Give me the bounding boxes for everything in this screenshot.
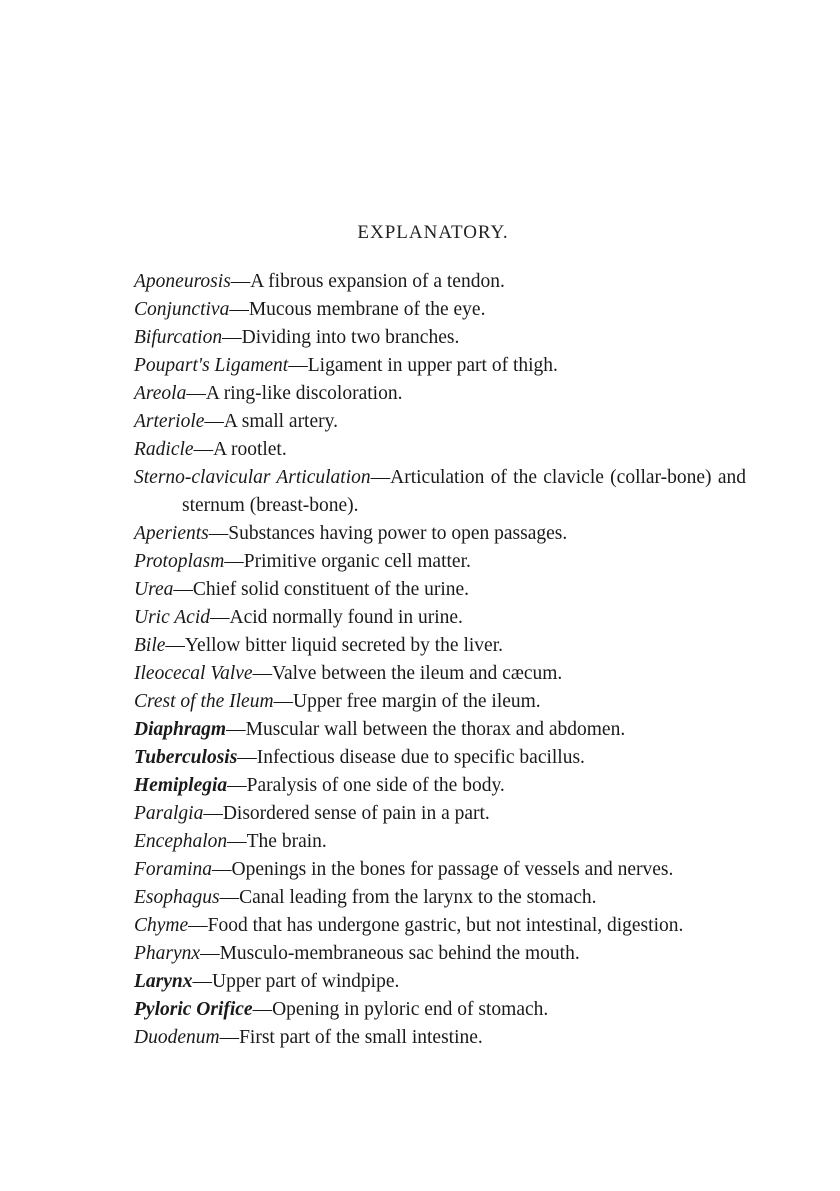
entry-term: Conjunctiva: [134, 299, 230, 320]
glossary-entry: [134, 884, 746, 912]
entry-term: Foramina: [134, 859, 212, 880]
entry-definition: Paralysis of one side of the body.: [246, 775, 505, 796]
entry-term: Hemiplegia: [134, 775, 228, 796]
entry-definition: A rootlet.: [213, 439, 287, 460]
entry-definition: Disordered sense of pain in a part.: [222, 803, 490, 824]
entry-term: Chyme: [134, 915, 189, 936]
entry-definition: Articulation of the clavicle (collar-bone) and sternum (breast-bone).: [182, 467, 746, 516]
entry-definition: Ligament in upper part of thigh.: [307, 355, 558, 376]
entry-term: Sterno-clavicular Articulation: [134, 467, 371, 488]
glossary-entry: [134, 408, 746, 436]
entry-term: Aponeurosis: [134, 271, 231, 292]
entry-definition: Valve between the ileum and cæcum.: [272, 663, 563, 684]
entry-term: Aperients: [134, 523, 209, 544]
entry-term: Pharynx: [134, 943, 201, 964]
entry-definition: Dividing into two branches.: [241, 327, 460, 348]
em-dash: [229, 299, 249, 320]
entry-term: Radicle: [134, 439, 194, 460]
glossary-entry: [134, 604, 746, 632]
entry-term: Arteriole: [134, 411, 205, 432]
glossary-entry: [134, 912, 746, 940]
glossary-entry: [134, 856, 746, 884]
glossary-entry: [134, 324, 746, 352]
em-dash: [193, 971, 213, 992]
em-dash: [226, 719, 246, 740]
glossary-entry: [134, 744, 746, 772]
glossary-entry: [134, 548, 746, 576]
glossary-entry: [134, 800, 746, 828]
entry-definition: Upper free margin of the ileum.: [293, 691, 541, 712]
em-dash: [209, 523, 229, 544]
entry-term: Diaphragm: [134, 719, 227, 740]
entry-definition: Upper part of windpipe.: [212, 971, 400, 992]
entry-term: Uric Acid: [134, 607, 211, 628]
entry-definition: First part of the small intestine.: [239, 1027, 483, 1048]
em-dash: [204, 411, 224, 432]
glossary-entry: [134, 772, 746, 800]
entry-term: Protoplasm: [134, 551, 225, 572]
page-title: EXPLANATORY.: [357, 222, 509, 243]
entry-term: Encephalon: [134, 831, 228, 852]
em-dash: [200, 943, 220, 964]
em-dash: [227, 775, 247, 796]
entry-term: Esophagus: [134, 887, 220, 908]
entry-definition: Yellow bitter liquid secreted by the liver.: [184, 635, 503, 656]
entry-definition: Muscular wall between the thorax and abdomen.: [245, 719, 626, 740]
entry-term: Crest of the Ileum: [134, 691, 274, 712]
entry-definition: Food that has undergone gastric, but not intestinal, digestion.: [207, 915, 684, 936]
em-dash: [224, 551, 244, 572]
glossary-entry: [134, 828, 746, 856]
entry-term: Areola: [134, 383, 187, 404]
glossary-entry: [134, 968, 746, 996]
em-dash: [212, 859, 232, 880]
em-dash: [274, 691, 294, 712]
entry-definition: Primitive organic cell matter.: [243, 551, 471, 572]
glossary-entry: [134, 436, 746, 464]
em-dash: [237, 747, 257, 768]
glossary-entry: [134, 268, 746, 296]
entry-term: Paralgia: [134, 803, 204, 824]
entry-definition: A ring-like discoloration.: [205, 383, 403, 404]
entry-term: Bifurcation: [134, 327, 223, 348]
glossary-entry: [134, 716, 746, 744]
glossary-entry: [134, 1024, 746, 1052]
entry-definition: Musculo-membraneous sac behind the mouth.: [219, 943, 580, 964]
entry-term: Ileocecal Valve: [134, 663, 253, 684]
glossary-entry: [134, 996, 746, 1024]
glossary-list: [134, 268, 746, 1052]
entry-definition: The brain.: [246, 831, 327, 852]
em-dash: [220, 1027, 240, 1048]
entry-term: Poupart's Ligament: [134, 355, 289, 376]
em-dash: [186, 383, 206, 404]
entry-definition: Acid normally found in urine.: [229, 607, 463, 628]
entry-term: Larynx: [134, 971, 193, 992]
glossary-entry: [134, 464, 746, 520]
em-dash: [371, 467, 391, 488]
entry-definition: Substances having power to open passages.: [228, 523, 568, 544]
em-dash: [253, 663, 273, 684]
entry-definition: Openings in the bones for passage of vessels and nerves.: [231, 859, 674, 880]
entry-term: Bile: [134, 635, 166, 656]
em-dash: [288, 355, 308, 376]
glossary-entry: [134, 576, 746, 604]
em-dash: [173, 579, 193, 600]
glossary-entry: [134, 660, 746, 688]
entry-term: Duodenum: [134, 1027, 220, 1048]
entry-term: Pyloric Orifice: [134, 999, 253, 1020]
entry-definition: Opening in pyloric end of stomach.: [272, 999, 549, 1020]
em-dash: [203, 803, 223, 824]
entry-definition: A fibrous expansion of a tendon.: [250, 271, 505, 292]
em-dash: [210, 607, 230, 628]
entry-definition: Infectious disease due to specific bacillus.: [256, 747, 585, 768]
em-dash: [253, 999, 273, 1020]
em-dash: [231, 271, 251, 292]
entry-definition: A small artery.: [223, 411, 338, 432]
glossary-entry: [134, 520, 746, 548]
glossary-entry: [134, 352, 746, 380]
glossary-entry: [134, 632, 746, 660]
entry-definition: Chief solid constituent of the urine.: [192, 579, 470, 600]
em-dash: [165, 635, 185, 656]
em-dash: [227, 831, 247, 852]
entry-term: Tuberculosis: [134, 747, 238, 768]
entry-definition: Canal leading from the larynx to the stomach.: [239, 887, 597, 908]
glossary-entry: [134, 940, 746, 968]
glossary-entry: [134, 688, 746, 716]
em-dash: [222, 327, 242, 348]
entry-term: Urea: [134, 579, 174, 600]
em-dash: [194, 439, 214, 460]
glossary-entry: [134, 296, 746, 324]
entry-definition: Mucous membrane of the eye.: [248, 299, 486, 320]
em-dash: [188, 915, 208, 936]
glossary-entry: [134, 380, 746, 408]
em-dash: [220, 887, 240, 908]
